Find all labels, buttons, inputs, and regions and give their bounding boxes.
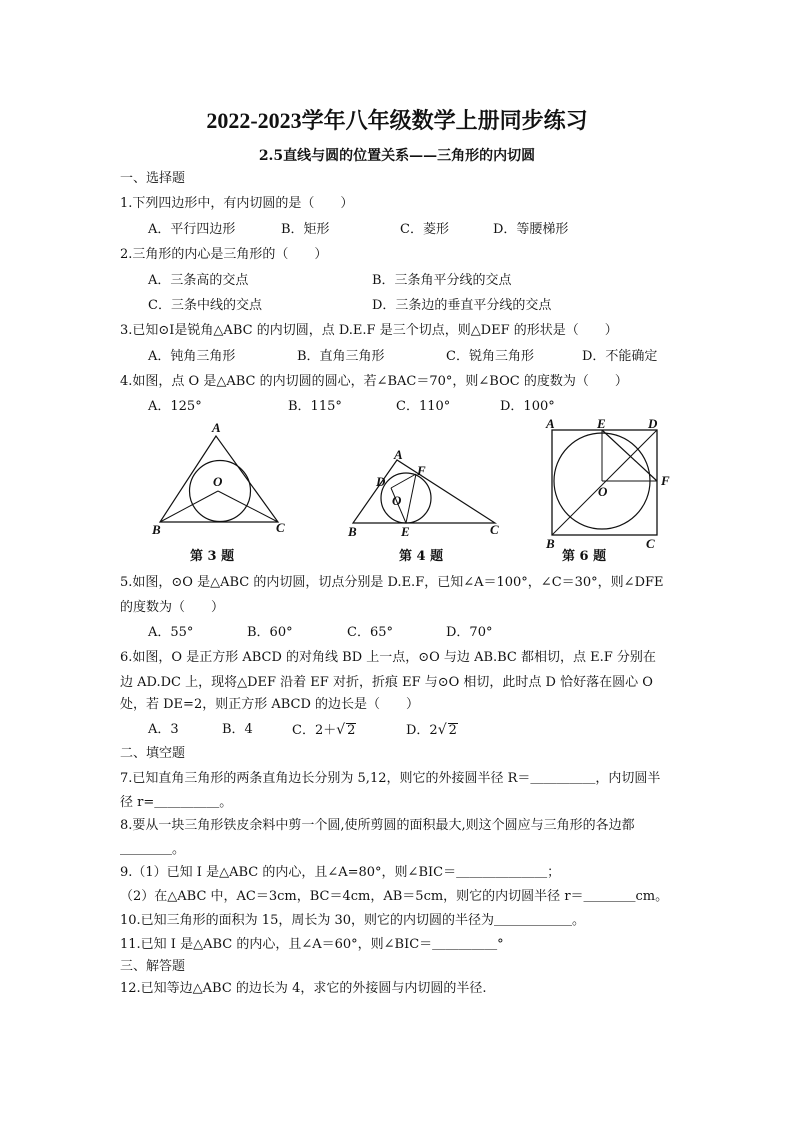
question-6-stem-line2: 边 AD.DC 上，现将△DEF 沿着 EF 对折，折痕 EF 与⊙O 相切，此时点 D 恰好落在圆心 O bbox=[120, 675, 653, 690]
fig2-label-a: A bbox=[394, 450, 403, 462]
question-8-line2: ＿＿＿＿。 bbox=[120, 842, 186, 857]
section-heading-choice: 一、选择题 bbox=[120, 171, 186, 186]
question-5-stem-line2: 的度数为（ ） bbox=[120, 600, 225, 615]
question-6-option-d-prefix: D．2 bbox=[406, 723, 438, 738]
fig3-label-f: F bbox=[661, 473, 670, 488]
question-11: 11.已知 I 是△ABC 的内心，且∠A＝60°，则∠BIC＝＿＿＿＿＿° bbox=[120, 937, 504, 952]
question-5-option-d: D．70° bbox=[446, 625, 493, 640]
sqrt-symbol: √ bbox=[437, 722, 447, 738]
question-6-option-c-prefix: C．2＋ bbox=[292, 723, 337, 738]
fig3-label-d: D bbox=[648, 418, 658, 431]
sqrt-symbol: √ bbox=[336, 722, 346, 738]
page-title: 2022-2023学年八年级数学上册同步练习 bbox=[206, 108, 588, 133]
question-9-line2: （2）在△ABC 中，AC＝3cm，BC＝4cm，AB＝5cm，则它的内切圆半径 r＝＿＿＿＿cm。 bbox=[120, 889, 669, 904]
fig1-label-o: O bbox=[213, 474, 223, 489]
question-2-stem: 2.三角形的内心是三角形的（ ） bbox=[120, 247, 328, 262]
fig2-label-e: E bbox=[401, 524, 410, 539]
question-4-stem: 4.如图，点 O 是△ABC 的内切圆的圆心，若∠BAC＝70°，则∠BOC 的度数为（ ） bbox=[120, 374, 628, 389]
question-1-option-a: A．平行四边形 bbox=[148, 222, 236, 237]
page-subtitle: 2.5直线与圆的位置关系——三角形的内切圆 bbox=[258, 148, 536, 164]
fig2-label-o: O bbox=[392, 493, 402, 508]
question-3-stem: 3.已知⊙I是锐角△ABC 的内切圆，点 D.E.F 是三个切点，则△DEF 的形状是（ ） bbox=[120, 323, 618, 338]
figure-caption-6: 第 6 题 bbox=[562, 549, 607, 564]
fig1-label-a: A bbox=[212, 420, 221, 435]
question-9-line1: 9.（1）已知 I 是△ABC 的内心，且∠A=80°，则∠BIC＝＿＿＿＿＿＿＿； bbox=[120, 865, 561, 880]
question-5-option-c: C．65° bbox=[347, 625, 393, 640]
fig3-label-o: O bbox=[598, 484, 608, 499]
question-8-line1: 8.要从一块三角形铁皮余料中剪一个圆,使所剪圆的面积最大,则这个圆应与三角形的各边都 bbox=[120, 818, 635, 833]
question-6-option-d bbox=[406, 721, 458, 740]
question-3-option-d: D．不能确定 bbox=[582, 349, 658, 364]
figure-q3-triangle-incircle bbox=[148, 420, 293, 540]
question-5-option-a: A．55° bbox=[148, 625, 194, 640]
question-1-option-d: D．等腰梯形 bbox=[493, 222, 569, 237]
figure-q6-square-circle bbox=[540, 418, 675, 550]
question-7-line1: 7.已知直角三角形的两条直角边长分别为 5,12，则它的外接圆半径 R＝＿＿＿＿＿，内切圆半 bbox=[120, 771, 661, 786]
question-5-stem-line1: 5.如图，⊙O 是△ABC 的内切圆，切点分别是 D.E.F，已知∠A＝100°，∠C＝30°，则∠DFE bbox=[120, 575, 664, 590]
question-2-option-b: B．三条角平分线的交点 bbox=[372, 273, 512, 288]
question-3-option-c: C．锐角三角形 bbox=[446, 349, 534, 364]
fig3-label-a: A bbox=[546, 418, 555, 431]
fig3-label-e: E bbox=[597, 418, 606, 431]
question-3-option-b: B．直角三角形 bbox=[297, 349, 385, 364]
question-6-option-c-radicand: 2 bbox=[347, 723, 356, 738]
question-4-option-c: C．110° bbox=[396, 399, 451, 414]
question-2-option-a: A．三条高的交点 bbox=[148, 273, 249, 288]
question-2-option-c: C．三条中线的交点 bbox=[148, 298, 262, 313]
fig3-label-c: C bbox=[646, 536, 655, 550]
question-7-line2: 径 r=＿＿＿＿＿。 bbox=[120, 795, 233, 810]
question-12: 12.已知等边△ABC 的边长为 4，求它的外接圆与内切圆的半径. bbox=[120, 981, 487, 996]
fig2-label-b: B bbox=[348, 524, 357, 539]
question-1-option-b: B．矩形 bbox=[281, 222, 330, 237]
fig2-label-f: F bbox=[417, 463, 426, 478]
question-6-option-b: B．4 bbox=[222, 722, 253, 737]
question-4-option-d: D．100° bbox=[500, 399, 555, 414]
fig2-label-d: D bbox=[376, 474, 386, 489]
question-3-option-a: A．钝角三角形 bbox=[148, 349, 236, 364]
question-1-stem: 1.下列四边形中，有内切圆的是（ ） bbox=[120, 196, 354, 211]
figure-caption-3: 第 3 题 bbox=[190, 549, 235, 564]
question-6-stem-line1: 6.如图，O 是正方形 ABCD 的对角线 BD 上一点，⊙O 与边 AB.BC 都相切，点 E.F 分别在 bbox=[120, 650, 656, 665]
question-2-option-d: D．三条边的垂直平分线的交点 bbox=[372, 298, 552, 313]
question-6-stem-line3: 处，若 DE=2，则正方形 ABCD 的边长是（ ） bbox=[120, 697, 420, 712]
question-5-option-b: B．60° bbox=[247, 625, 293, 640]
fig1-label-c: C bbox=[276, 520, 285, 535]
section-heading-fill: 二、填空题 bbox=[120, 746, 186, 761]
section-heading-solve: 三、解答题 bbox=[120, 959, 186, 974]
question-6-option-c bbox=[292, 721, 356, 740]
figure-caption-4: 第 4 题 bbox=[399, 549, 444, 564]
figure-q4-triangle-incircle bbox=[345, 450, 505, 540]
question-1-option-c: C．菱形 bbox=[400, 222, 449, 237]
fig3-label-b: B bbox=[546, 536, 555, 550]
question-6-option-d-radicand: 2 bbox=[448, 723, 457, 738]
fig1-label-b: B bbox=[152, 522, 161, 537]
question-4-option-a: A．125° bbox=[148, 399, 202, 414]
question-4-option-b: B．115° bbox=[288, 399, 342, 414]
question-6-option-a: A．3 bbox=[148, 722, 179, 737]
fig2-label-c: C bbox=[490, 522, 499, 537]
question-10: 10.已知三角形的面积为 15，周长为 30，则它的内切圆的半径为＿＿＿＿＿＿。 bbox=[120, 913, 586, 928]
